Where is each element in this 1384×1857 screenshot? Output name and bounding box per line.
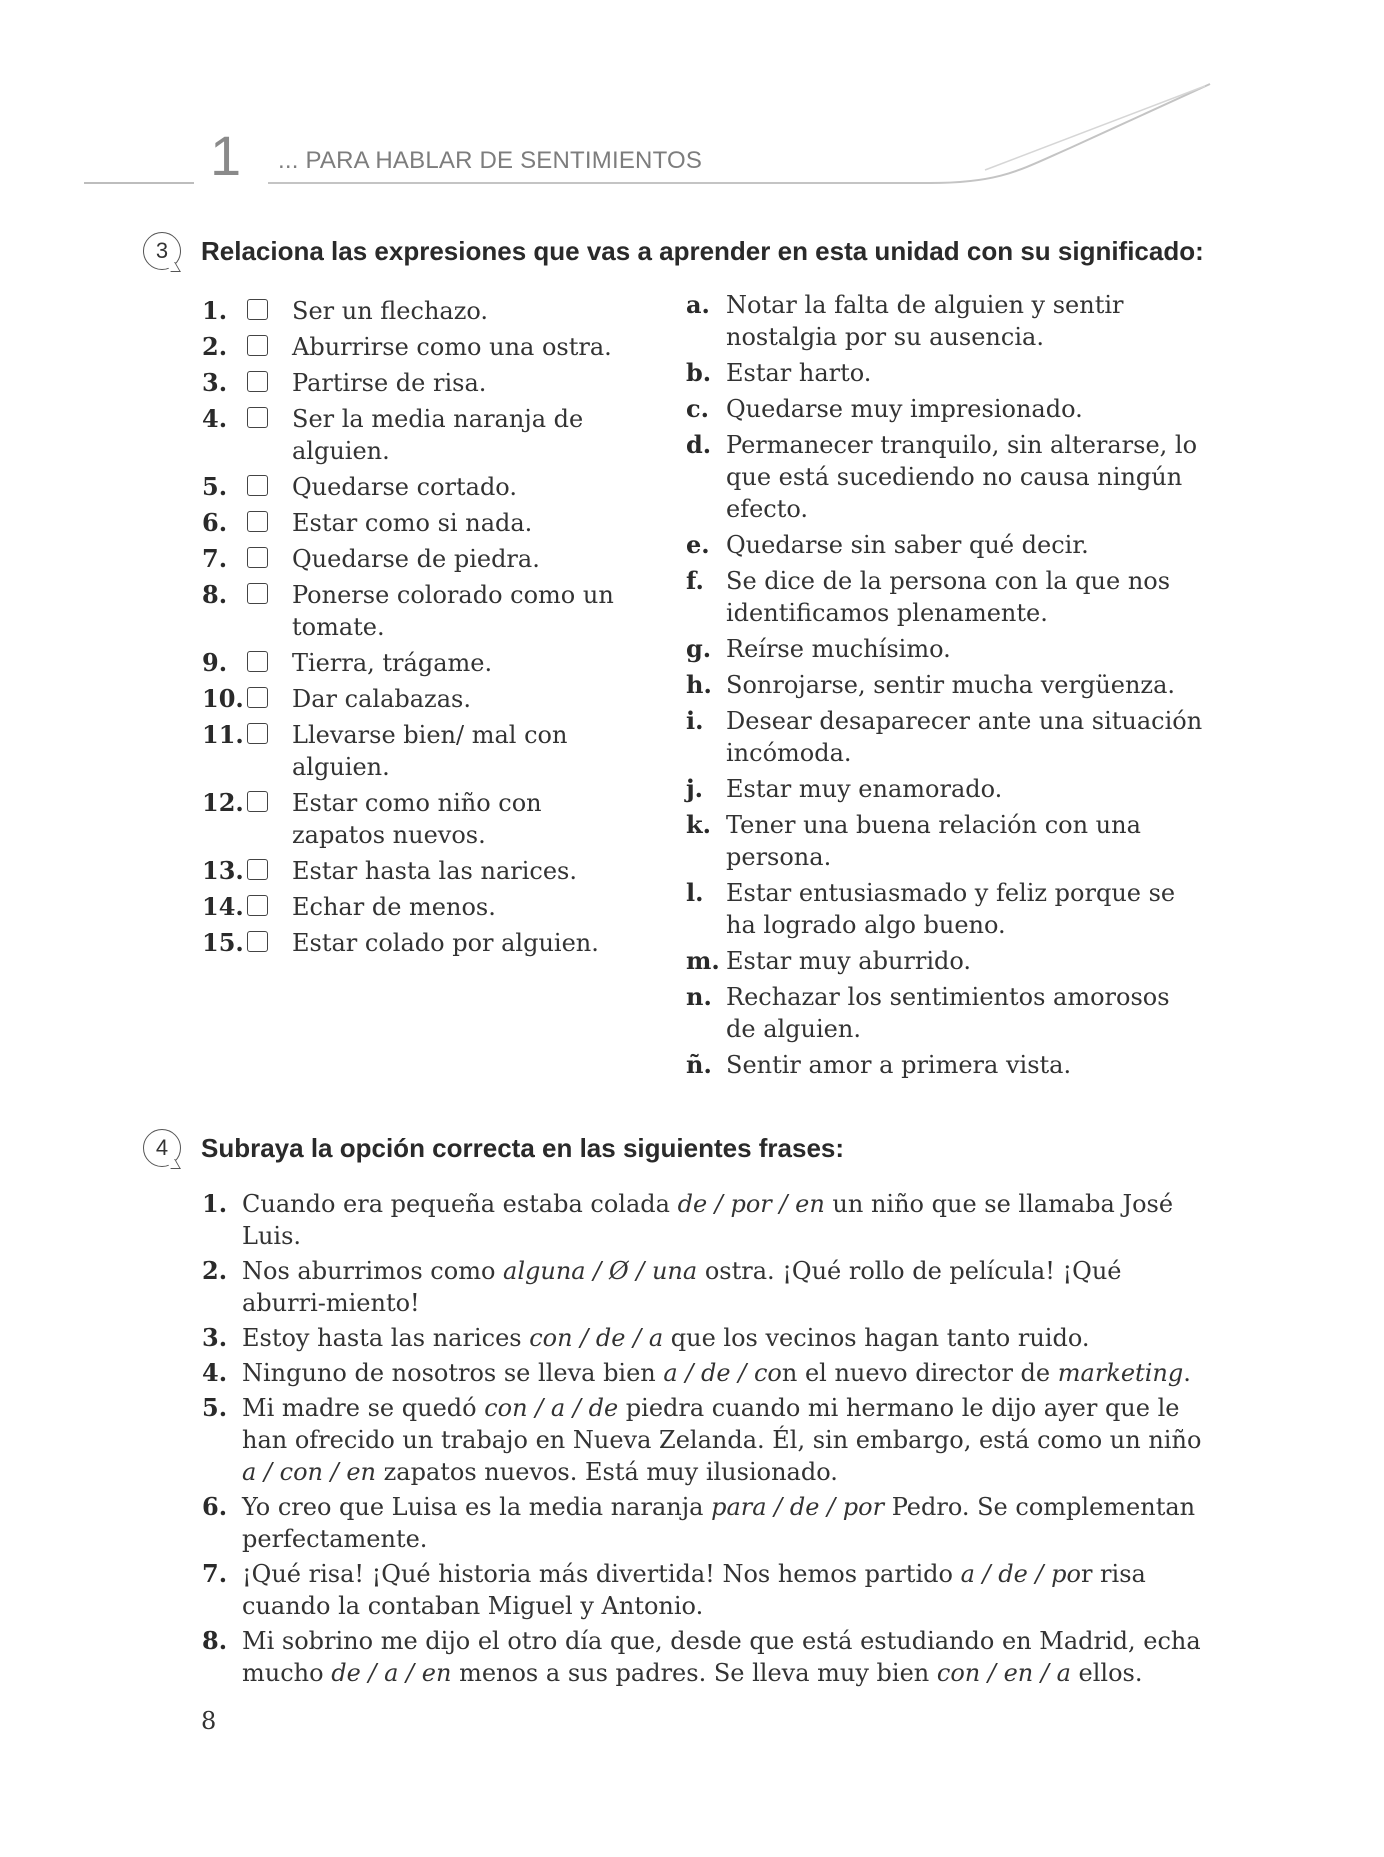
item-letter: ñ. [686,1050,712,1079]
meaning-item [686,429,1206,525]
item-letter: i. [686,706,704,735]
sentence-segment: zapatos nuevos. Está muy ilusionado. [376,1458,838,1486]
meaning-text: Estar muy enamorado. [726,775,1003,803]
sentence-segment: menos a sus padres. Se lleva muy bien [451,1659,937,1687]
meaning-text: Tener una buena relación con una persona. [726,811,1141,871]
meanings-list [686,289,1206,1085]
page-number: 8 [201,1707,217,1735]
sentence-segment: ostra. ¡Qué rollo de película! ¡Qué aburri-miento! [242,1257,1122,1317]
exercise-number-badge: 3 [143,232,181,270]
meaning-text: Quedarse muy impresionado. [726,395,1083,423]
meaning-text: Se dice de la persona con la que nos identificamos plenamente. [726,567,1171,627]
expression-item [202,855,622,887]
answer-options[interactable]: marketing [1057,1359,1184,1387]
item-number: 11. [202,720,244,749]
answer-options[interactable]: con / en / a [936,1659,1071,1687]
sentence-text [242,1357,1202,1389]
meaning-text: Sonrojarse, sentir mucha vergüenza. [726,671,1176,699]
meaning-item [686,669,1206,701]
sentence-text [242,1625,1202,1689]
meaning-item [686,529,1206,561]
meaning-text: Notar la falta de alguien y sentir nostalgia por su ausencia. [726,291,1124,351]
meaning-text: Estar harto. [726,359,872,387]
item-letter: j. [686,774,704,803]
item-letter: a. [686,290,710,319]
item-number: 2. [202,332,228,361]
sentence-text [242,1255,1202,1319]
meaning-item [686,289,1206,353]
meaning-text: Estar muy aburrido. [726,947,972,975]
sentences-list [202,1188,1202,1692]
item-number: 13. [202,856,244,885]
item-letter: n. [686,982,712,1011]
answer-checkbox[interactable] [247,723,268,744]
item-letter: g. [686,634,712,663]
expression-item [202,579,622,643]
expression-item [202,647,622,679]
sentence-segment: r risa cuando la contaban Miguel y Antonio. [242,1560,1146,1620]
item-letter: l. [686,878,704,907]
meaning-text: Reírse muchísimo. [726,635,951,663]
sentence-item [202,1188,1202,1252]
answer-checkbox[interactable] [247,583,268,604]
sentence-text [242,1491,1202,1555]
sentence-text [242,1558,1202,1622]
meaning-item [686,877,1206,941]
expression-text: Partirse de risa. [292,369,487,397]
sentence-segment: Mi madre se quedó [242,1394,485,1422]
expression-item [202,471,622,503]
exercise-instruction: Relaciona las expresiones que vas a aprender en esta unidad con su significado: [201,235,1204,266]
sentence-item [202,1322,1202,1354]
item-letter: c. [686,394,709,423]
meaning-text: Sentir amor a primera vista. [726,1051,1072,1079]
meaning-item [686,1049,1206,1081]
answer-options[interactable]: alguna / Ø / una [503,1257,698,1285]
header-swoosh [985,86,1205,170]
item-letter: f. [686,566,704,595]
item-number: 1. [202,1189,228,1218]
item-number: 10. [202,684,244,713]
item-letter: m. [686,946,720,975]
expression-text: Estar colado por alguien. [292,929,599,957]
meaning-text: Desear desaparecer ante una situación incómoda. [726,707,1203,767]
unit-title: ... PARA HABLAR DE SENTIMIENTOS [278,147,703,174]
meaning-text: Rechazar los sentimientos amorosos de alguien. [726,983,1170,1043]
unit-number: 1 [210,124,242,187]
sentence-segment: Nos aburrimos como [242,1257,504,1285]
answer-checkbox[interactable] [247,895,268,916]
expression-item [202,295,622,327]
meaning-item [686,773,1206,805]
expression-text: Estar hasta las narices. [292,857,577,885]
answer-options[interactable]: a / de / po [960,1560,1081,1588]
sentence-item [202,1392,1202,1488]
sentence-segment: piedra cuando mi hermano le dijo ayer que le han ofrecido un trabajo en Nueva Zelanda. Él, sin embargo, está como un niño [242,1394,1202,1454]
expression-text: Ponerse colorado como un tomate. [292,581,614,641]
item-number: 3. [202,368,228,397]
item-number: 9. [202,648,228,677]
answer-checkbox[interactable] [247,687,268,708]
expression-text: Dar calabazas. [292,685,471,713]
item-number: 2. [202,1256,228,1285]
meaning-text: Quedarse sin saber qué decir. [726,531,1089,559]
item-number: 12. [202,788,244,817]
answer-checkbox[interactable] [247,859,268,880]
answer-checkbox[interactable] [247,371,268,392]
expression-item [202,543,622,575]
meaning-text: Estar entusiasmado y feliz porque se ha logrado algo bueno. [726,879,1176,939]
meaning-item [686,705,1206,769]
item-number: 4. [202,404,228,433]
sentence-segment: ¡Qué risa! ¡Qué historia más divertida! Nos hemos partido [242,1560,961,1588]
expression-text: Echar de menos. [292,893,496,921]
exercise-3-header [143,232,1204,270]
expression-text: Estar como si nada. [292,509,533,537]
sentence-segment: Pedro. Se complementan perfectamente. [242,1493,1196,1553]
expression-item [202,891,622,923]
item-number: 6. [202,508,228,537]
item-number: 4. [202,1358,228,1387]
answer-checkbox[interactable] [247,407,268,428]
expression-text: Tierra, trágame. [292,649,493,677]
sentence-segment: Yo creo que Luisa es la media naranja [242,1493,712,1521]
answer-options[interactable]: con / a / de [484,1394,619,1422]
item-number: 7. [202,1559,228,1588]
meaning-item [686,393,1206,425]
item-letter: b. [686,358,712,387]
item-number: 14. [202,892,244,921]
sentence-segment: n el nuevo director de [781,1359,1058,1387]
expression-item [202,403,622,467]
meaning-item [686,809,1206,873]
item-number: 1. [202,296,228,325]
sentence-item [202,1255,1202,1319]
item-number: 8. [202,1626,228,1655]
answer-checkbox[interactable] [247,931,268,952]
item-number: 7. [202,544,228,573]
item-number: 15. [202,928,244,957]
item-letter: k. [686,810,711,839]
exercise-instruction: Subraya la opción correcta en las siguientes frases: [201,1132,845,1163]
answer-checkbox[interactable] [247,511,268,532]
sentence-text [242,1322,1202,1354]
expression-text: Aburrirse como una ostra. [292,333,612,361]
item-number: 5. [202,472,228,501]
expression-text: Ser un flechazo. [292,297,489,325]
exercise-4-header [143,1129,844,1167]
expression-item [202,927,622,959]
sentence-segment: Ninguno de nosotros se lleva bien [242,1359,664,1387]
meaning-item [686,357,1206,389]
sentence-segment: Mi sobrino me dijo el otro día que, desde que está estudiando en Madrid, echa mucho [242,1627,1201,1687]
sentence-item [202,1558,1202,1622]
item-letter: h. [686,670,712,699]
answer-options[interactable]: de / a / en [331,1659,452,1687]
meaning-item [686,633,1206,665]
sentence-segment: un niño que se llamaba José Luis. [242,1190,1174,1250]
meaning-item [686,945,1206,977]
item-number: 8. [202,580,228,609]
answer-checkbox[interactable] [247,791,268,812]
answer-checkbox[interactable] [247,335,268,356]
exercise-number-badge: 4 [143,1129,181,1167]
answer-options[interactable]: con / de / a [529,1324,664,1352]
meaning-item [686,981,1206,1045]
sentence-text [242,1188,1202,1252]
sentence-segment: Cuando era pequeña estaba colada [242,1190,678,1218]
expression-item [202,507,622,539]
sentence-item [202,1625,1202,1689]
expression-item [202,683,622,715]
answer-options[interactable]: a / con / en [242,1458,377,1486]
sentence-item [202,1357,1202,1389]
item-number: 5. [202,1393,228,1422]
sentence-text [242,1392,1202,1488]
expression-text: Estar como niño con zapatos nuevos. [292,789,542,849]
answer-checkbox[interactable] [247,475,268,496]
meaning-text: Permanecer tranquilo, sin alterarse, lo que está sucediendo no causa ningún efecto. [726,431,1198,523]
sentence-segment: Estoy hasta las narices [242,1324,530,1352]
expression-text: Ser la media naranja de alguien. [292,405,584,465]
answer-checkbox[interactable] [247,299,268,320]
answer-options[interactable]: a / de / co [663,1359,782,1387]
sentence-segment: que los vecinos hagan tanto ruido. [663,1324,1090,1352]
expression-text: Quedarse cortado. [292,473,517,501]
expressions-list [202,295,622,963]
expression-text: Quedarse de piedra. [292,545,540,573]
meaning-item [686,565,1206,629]
answer-options[interactable]: de / por / en [677,1190,825,1218]
expression-item [202,367,622,399]
expression-item [202,331,622,363]
sentence-item [202,1491,1202,1555]
item-number: 3. [202,1323,228,1352]
expression-text: Llevarse bien/ mal con alguien. [292,721,568,781]
sentence-segment: ellos. [1070,1659,1143,1687]
item-letter: d. [686,430,712,459]
expression-item [202,719,622,783]
answer-checkbox[interactable] [247,547,268,568]
answer-checkbox[interactable] [247,651,268,672]
sentence-segment: . [1183,1359,1191,1387]
item-letter: e. [686,530,710,559]
expression-item [202,787,622,851]
answer-options[interactable]: para / de / por [711,1493,885,1521]
item-number: 6. [202,1492,228,1521]
